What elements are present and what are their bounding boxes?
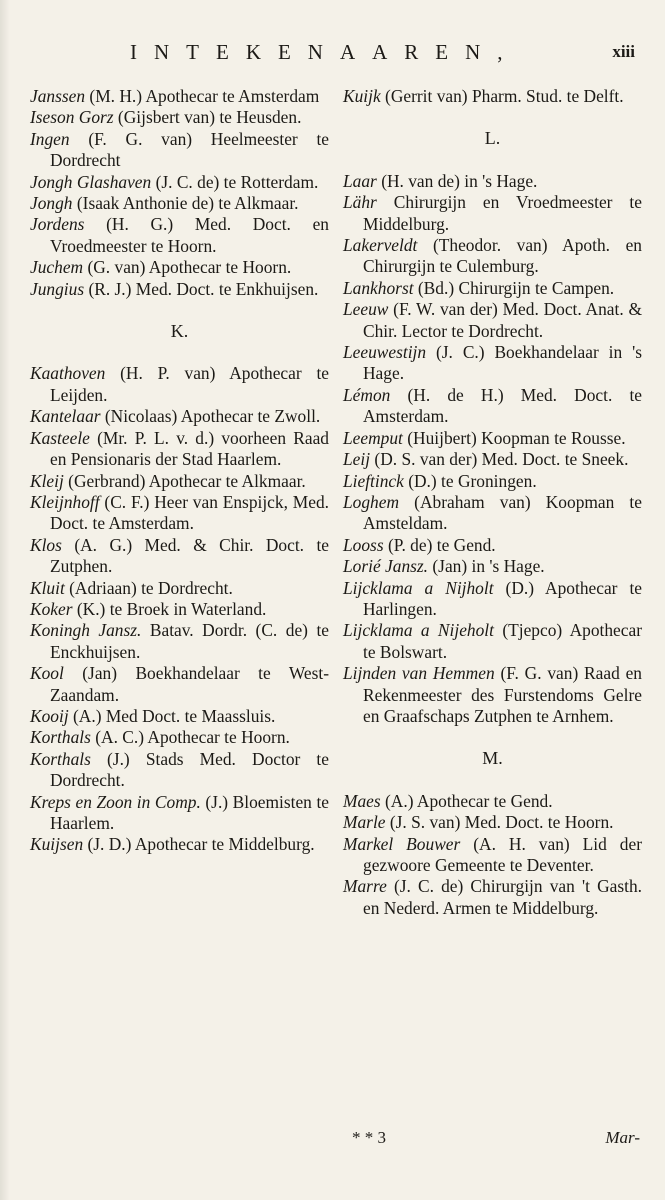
subscriber-name: Maes [343, 790, 381, 811]
subscriber-name: Lorié Jansz. [343, 556, 429, 577]
subscriber-name: Leemput [343, 427, 403, 448]
section-letter: M. [482, 748, 503, 769]
subscriber-name: Kleijnhoff [30, 491, 100, 512]
subscriber-details: (K.) te Broek in Waterland. [72, 598, 267, 619]
subscriber-name: Kooij [30, 705, 69, 726]
subscriber-details: (A.) Apothecar te Gend. [380, 790, 553, 811]
subscriber-entry [343, 428, 642, 449]
subscriber-name: Kasteele [30, 427, 90, 448]
subscriber-details: (J. C. de) te Rotterdam. [151, 171, 319, 192]
subscriber-entry [343, 299, 642, 342]
subscriber-entry [30, 279, 329, 300]
subscriber-name: Marre [343, 876, 387, 897]
subscriber-entry [30, 471, 329, 492]
subscriber-name: Marle [343, 812, 386, 833]
subscriber-name: Lähr [343, 192, 377, 213]
subscriber-details: Chirurgijn en Vroedmeester te Middelburg. [363, 192, 642, 234]
subscriber-details: (F. G. van) Raad en Rekenmeester des Furstendoms Gelre en Graafschaps Zutphen te Arnhem. [363, 663, 642, 726]
subscriber-details: (J.) Bloemisten te Haarlem. [50, 791, 330, 833]
subscriber-entry [30, 363, 329, 406]
subscriber-name: Loghem [343, 491, 400, 512]
page-footer [30, 1128, 642, 1152]
subscriber-entry [30, 107, 329, 128]
subscriber-name: Jungius [30, 278, 85, 299]
subscriber-entry [343, 791, 642, 812]
subscriber-name: Jongh [30, 193, 73, 214]
subscriber-details: (R. J.) Med. Doct. te Enkhuijsen. [84, 278, 319, 299]
subscriber-list [30, 86, 642, 919]
subscriber-details: (Huijbert) Koopman te Rousse. [402, 427, 626, 448]
subscriber-name: Laar [343, 170, 377, 191]
subscriber-name: Korthals [30, 727, 91, 748]
subscriber-name: Kaathoven [30, 363, 106, 384]
subscriber-details: (J. D.) Apothecar te Middelburg. [83, 834, 315, 855]
subscriber-details: (J.) Stads Med. Doctor te Dordrecht. [50, 748, 329, 791]
subscriber-entry [343, 663, 642, 727]
subscriber-details: (F. G. van) Heelmeester te Dordrecht [50, 128, 329, 171]
subscriber-details: (H. van de) in 's Hage. [376, 170, 538, 191]
subscriber-name: Janssen [30, 86, 86, 106]
subscriber-details: Batav. Dordr. (C. de) te Enckhuijsen. [50, 620, 330, 662]
subscriber-details: (A.) Med Doct. te Maassluis. [68, 705, 276, 726]
subscriber-name: Korthals [30, 748, 91, 769]
subscriber-entry [30, 706, 329, 727]
subscriber-name: Lémon [343, 384, 391, 405]
subscriber-details: (Gerrit van) Pharm. Stud. te Delft. [380, 86, 624, 106]
subscriber-details: (A. C.) Apothecar te Hoorn. [90, 727, 290, 748]
subscriber-entry [343, 449, 642, 470]
subscriber-name: Looss [343, 534, 384, 555]
subscriber-details: (Jan) in 's Hage. [428, 556, 545, 577]
subscriber-details: (A. H. van) Lid der gezwoore Gemeente te Deventer. [363, 833, 642, 875]
subscriber-entry [30, 834, 329, 855]
subscriber-entry [30, 792, 329, 835]
subscriber-entry [343, 876, 642, 919]
subscriber-details: (H. G.) Med. Doct. en Vroedmeester te Hoorn. [50, 214, 329, 256]
subscriber-details: (J. C.) Boekhandelaar in 's Hage. [363, 342, 642, 384]
subscriber-entry [30, 492, 329, 535]
right-column [343, 86, 642, 919]
subscriber-details: (Isaak Anthonie de) te Alkmaar. [72, 193, 299, 214]
subscriber-details: (Nicolaas) Apothecar te Zwoll. [100, 406, 321, 427]
section-letter: L. [484, 128, 501, 149]
subscriber-details: (J. S. van) Med. Doct. te Hoorn. [385, 812, 614, 833]
subscriber-details: (Theodor. van) Apoth. en Chirurgijn te Culemburg. [363, 235, 642, 277]
subscriber-name: Koningh Jansz. [30, 620, 142, 641]
subscriber-name: Juchem [30, 257, 84, 278]
section-letter: K. [170, 321, 189, 342]
subscriber-entry [30, 428, 329, 471]
subscriber-entry [343, 834, 642, 877]
subscriber-entry [30, 193, 329, 214]
subscriber-details: (D.) te Groningen. [403, 470, 537, 491]
subscriber-entry [343, 342, 642, 385]
subscriber-details: (J. C. de) Chirurgijn van 't Gasth. en Nederd. Armen te Middelburg. [363, 876, 642, 918]
subscriber-details: (D.) Apothecar te Harlingen. [363, 577, 643, 619]
subscriber-name: Kleij [30, 470, 64, 491]
subscriber-entry [343, 86, 642, 107]
subscriber-entry [343, 278, 642, 299]
subscriber-entry [343, 535, 642, 556]
signature-mark: * * 3 [352, 1128, 386, 1147]
subscriber-name: Kreps en Zoon in Comp. [30, 791, 201, 812]
subscriber-name: Klos [30, 534, 62, 555]
subscriber-name: Markel Bouwer [343, 833, 461, 854]
subscriber-entry [30, 727, 329, 748]
subscriber-details: (M. H.) Apothecar te Amsterdam [85, 86, 320, 106]
running-title: INTEKENAAREN, [130, 40, 520, 64]
subscriber-name: Leeuwestijn [343, 342, 427, 363]
subscriber-name: Kluit [30, 577, 65, 598]
subscriber-entry [30, 214, 329, 257]
subscriber-entry [30, 129, 329, 172]
subscriber-name: Jordens [30, 214, 85, 235]
subscriber-name: Jongh Glashaven [30, 171, 152, 192]
subscriber-details: (Adriaan) te Dordrecht. [64, 577, 233, 598]
subscriber-entry [30, 663, 329, 706]
subscriber-name: Kantelaar [30, 406, 101, 427]
page-edge-shadow [0, 0, 10, 1200]
subscriber-entry [30, 599, 329, 620]
subscriber-details: (Jan) Boekhandelaar te West-Zaandam. [50, 663, 329, 705]
subscriber-entry [343, 620, 642, 663]
subscriber-entry [30, 86, 329, 107]
subscriber-entry [343, 492, 642, 535]
subscriber-name: Iseson Gorz [30, 107, 114, 128]
left-column [30, 86, 329, 919]
subscriber-details: (Abraham van) Koopman te Amsteldam. [363, 491, 642, 534]
subscriber-entry [343, 385, 642, 428]
subscriber-entry [343, 556, 642, 577]
subscriber-entry [30, 406, 329, 427]
subscriber-details: (Bd.) Chirurgijn te Campen. [413, 277, 615, 298]
subscriber-details: (H. de H.) Med. Doct. te Amsterdam. [363, 384, 642, 427]
subscriber-name: Lijnden van Hemmen [343, 663, 495, 684]
subscriber-details: (Gijsbert van) te Heusden. [113, 107, 302, 128]
subscriber-entry [343, 235, 642, 278]
subscriber-entry [343, 171, 642, 192]
subscriber-name: Leeuw [343, 299, 389, 320]
subscriber-details: (Gerbrand) Apothecar te Alkmaar. [63, 470, 306, 491]
subscriber-details: (A. G.) Med. & Chir. Doct. te Zutphen. [50, 534, 329, 577]
subscriber-name: Kuijk [343, 86, 381, 106]
subscriber-details: (Mr. P. L. v. d.) voorheen Raad en Pensionaris der Stad Haarlem. [50, 427, 329, 470]
subscriber-entry [30, 535, 329, 578]
subscriber-details: (P. de) te Gend. [383, 534, 496, 555]
subscriber-entry [30, 172, 329, 193]
subscriber-details: (Tjepco) Apothecar te Bolswart. [363, 620, 643, 662]
subscriber-entry [343, 471, 642, 492]
subscriber-details: (F. W. van der) Med. Doct. Anat. & Chir. Lector te Dordrecht. [363, 299, 642, 341]
subscriber-name: Lijcklama a Nijholt [343, 577, 494, 598]
subscriber-entry [30, 620, 329, 663]
subscriber-name: Kool [30, 663, 64, 684]
subscriber-name: Leij [343, 449, 371, 470]
subscriber-name: Lieftinck [343, 470, 404, 491]
subscriber-name: Koker [30, 598, 73, 619]
subscriber-entry [30, 749, 329, 792]
subscriber-entry [30, 257, 329, 278]
subscriber-name: Lakerveldt [343, 235, 418, 256]
subscriber-entry [343, 812, 642, 833]
subscriber-details: (C. F.) Heer van Enspijck, Med. Doct. te Amsterdam. [50, 491, 329, 534]
subscriber-details: (D. S. van der) Med. Doct. te Sneek. [370, 449, 629, 470]
subscriber-name: Ingen [30, 128, 70, 149]
catchword: Mar- [605, 1128, 640, 1147]
subscriber-name: Kuijsen [30, 834, 84, 855]
subscriber-details: (H. P. van) Apothecar te Leijden. [50, 363, 329, 405]
running-head [30, 40, 639, 70]
subscriber-name: Lankhorst [343, 277, 414, 298]
subscriber-entry [343, 192, 642, 235]
subscriber-name: Lijcklama a Nijeholt [343, 620, 494, 641]
subscriber-entry [30, 578, 329, 599]
subscriber-details: (G. van) Apothecar te Hoorn. [83, 257, 292, 278]
subscriber-entry [343, 578, 642, 621]
page-number: xiii [612, 42, 635, 61]
